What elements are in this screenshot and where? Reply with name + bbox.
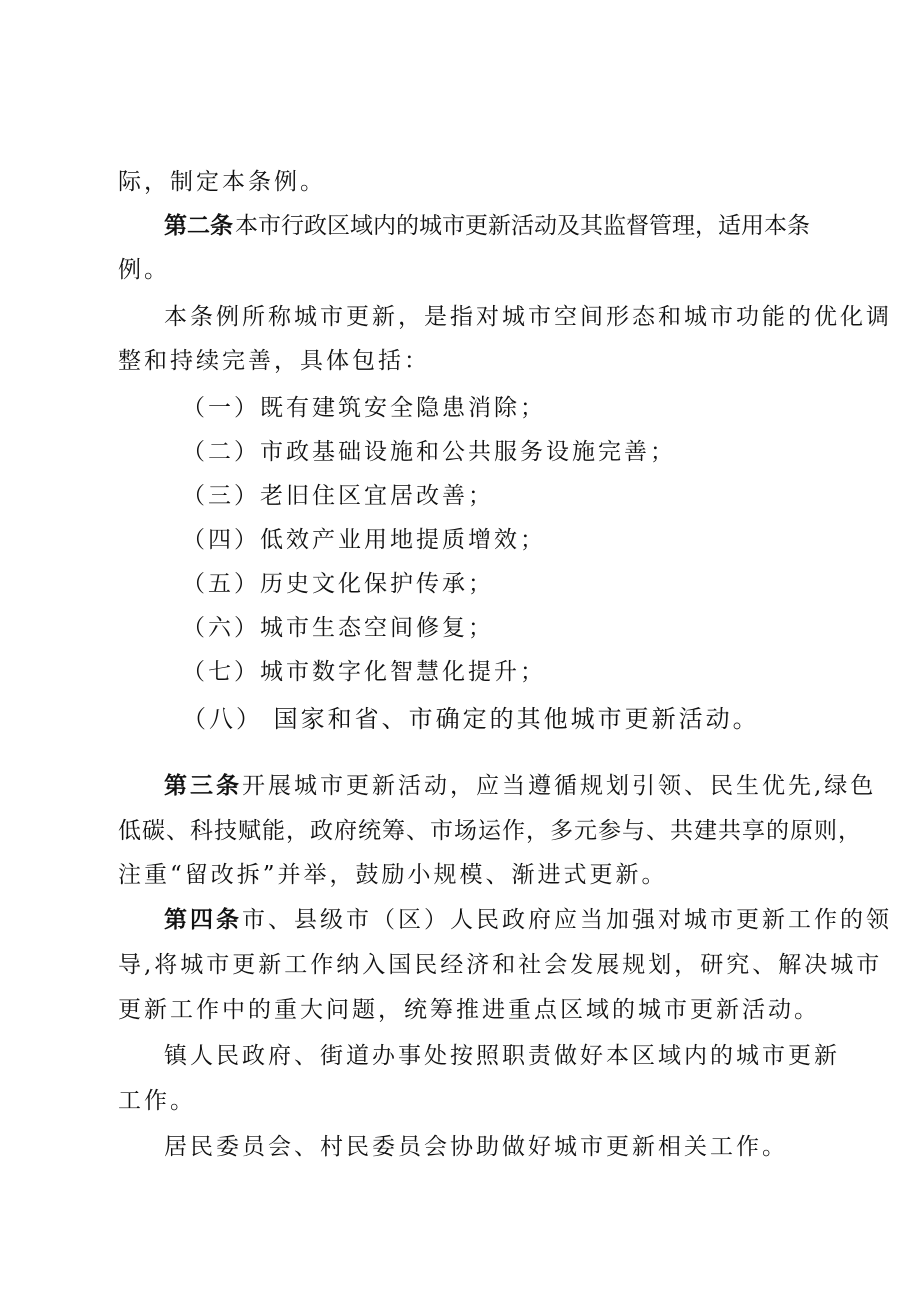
list-item: （六）城市生态空间修复； <box>182 615 494 641</box>
article-2-line <box>164 212 810 240</box>
list-item: （二）市政基础设施和公共服务设施完善； <box>182 439 676 465</box>
article-heading: 第四条 <box>164 906 242 933</box>
article-4-line <box>164 906 892 934</box>
text-line: 导,将城市更新工作纳入国民经济和社会发展规划，研究、解决城市 <box>118 952 883 978</box>
text-line: 整和持续完善，具体包括： <box>118 348 430 374</box>
list-item: （七）城市数字化智慧化提升； <box>182 659 546 685</box>
text-line: 注重“留改拆”并举，鼓励小规模、渐进式更新。 <box>118 862 668 888</box>
text-line: 更新工作中的重大问题，统筹推进重点区域的城市更新活动。 <box>118 997 820 1023</box>
list-item: （四）低效产业用地提质增效； <box>182 527 546 553</box>
article-heading: 第二条 <box>164 212 233 239</box>
text-line: 本条例所称城市更新，是指对城市空间形态和城市功能的优化调 <box>164 304 892 330</box>
list-item: （一）既有建筑安全隐患消除； <box>182 395 546 421</box>
text-line: 例。 <box>118 257 170 283</box>
text-line: 际，制定本条例。 <box>118 169 326 195</box>
text-segment: 市、县级市（区）人民政府应当加强对城市更新工作的领 <box>242 907 892 933</box>
text-segment: 开展城市更新活动，应当遵循规划引领、民生优先,绿色 <box>242 773 877 799</box>
text-segment: 本市行政区域内的城市更新活动及其监督管理，适用本条 <box>235 213 810 239</box>
article-heading: 第三条 <box>164 772 242 799</box>
text-line: 居民委员会、村民委员会协助做好城市更新相关工作。 <box>164 1134 788 1160</box>
text-line: 镇人民政府、街道办事处按照职责做好本区域内的城市更新 <box>164 1043 840 1069</box>
text-line: 工作。 <box>118 1088 196 1114</box>
text-line: 低碳、科技赋能，政府统筹、市场运作，多元参与、共建共享的原则， <box>118 818 862 844</box>
list-item: （八） 国家和省、市确定的其他城市更新活动。 <box>182 705 760 733</box>
article-3-line <box>164 772 876 800</box>
list-item: （三）老旧住区宜居改善； <box>182 483 494 509</box>
list-item: （五）历史文化保护传承； <box>182 571 494 597</box>
